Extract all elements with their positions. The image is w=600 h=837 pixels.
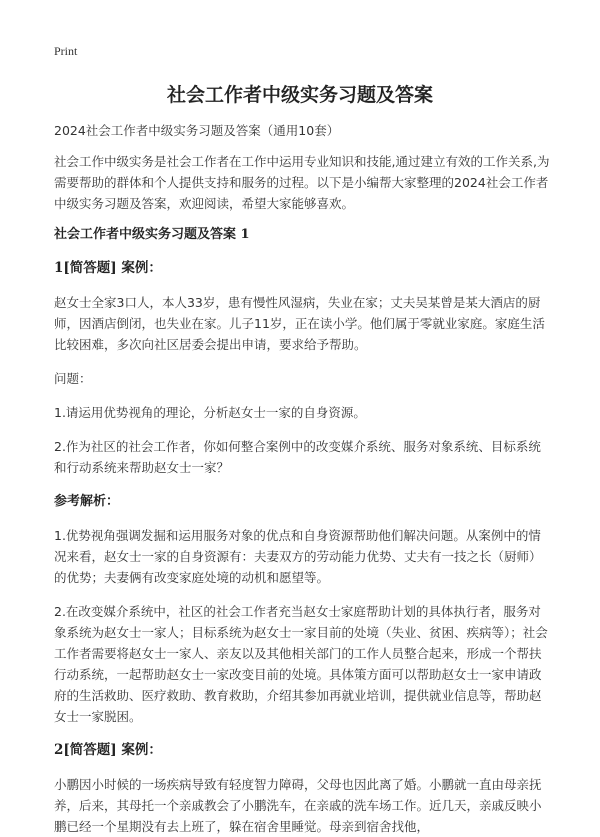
question-1-case: 赵女士全家3口人，本人33岁，患有慢性风湿病，失业在家；丈夫吴某曾是某大酒店的厨师，因酒店倒闭，也失业在家。儿子11岁，正在读小学。他们属于零就业家庭。家庭生活比较困难，多次向社区居委会提出申请，要求给予帮助。 [54, 295, 545, 352]
question-2-case: 小鹏因小时候的一场疾病导致有轻度智力障碍，父母也因此离了婚。小鹏就一直由母亲抚养，后来，其母托一个亲戚教会了小鹏洗车，在亲戚的洗车场工作。近几天，亲戚反映小鹏已经一个星期没有去上班了，躲在宿舍里睡觉。母亲到宿舍找他， [54, 777, 542, 834]
question-1-item-1: 1.请运用优势视角的理论，分析赵女士一家的自身资源。 [54, 405, 366, 420]
print-label[interactable]: Print [54, 44, 78, 58]
subtitle: 2024社会工作者中级实务习题及答案（通用10套） [54, 123, 340, 138]
article-body [54, 120, 550, 837]
section-heading: 社会工作者中级实务习题及答案 1 [54, 227, 250, 242]
answer-2: 2.在改变媒介系统中，社区的社会工作者充当赵女士家庭帮助计划的具体执行者，服务对象系统为赵女士一家人；目标系统为赵女士一家目前的处境（失业、贫困、疾病等）；社会工作者需要将赵女士一家人、亲友以及其他相关部门的工作人员整合起来，形成一个帮扶行动系统，一起帮助赵女士一家改变目前的处境。具体策方面可以帮助赵女士一家申请政府的生活救助、医疗救助、教育救助，介绍其参加再就业培训，提供就业信息等，帮助赵女士一家脱困。 [54, 604, 548, 724]
question-1-heading: 1[简答题] 案例： [54, 260, 162, 276]
question-2-heading: 2[简答题] 案例： [54, 742, 162, 758]
answer-heading: 参考解析： [54, 494, 120, 509]
questions-label: 问题： [54, 371, 92, 386]
answer-1: 1.优势视角强调发掘和运用服务对象的优点和自身资源帮助他们解决问题。从案例中的情况来看，赵女士一家的自身资源有：夫妻双方的劳动能力优势、丈夫有一技之长（厨师）的优势；夫妻俩有改变家庭处境的动机和愿望等。 [54, 528, 542, 585]
intro-paragraph: 社会工作中级实务是社会工作者在工作中运用专业知识和技能,通过建立有效的工作关系,为需要帮助的群体和个人提供支持和服务的过程。以下是小编帮大家整理的2024社会工作者中级实务习题及答案，欢迎阅读，希望大家能够喜欢。 [54, 154, 550, 211]
question-1-item-2: 2.作为社区的社会工作者，你如何整合案例中的改变媒介系统、服务对象系统、目标系统和行动系统来帮助赵女士一家？ [54, 439, 541, 475]
page-title: 社会工作者中级实务习题及答案 [166, 84, 433, 106]
